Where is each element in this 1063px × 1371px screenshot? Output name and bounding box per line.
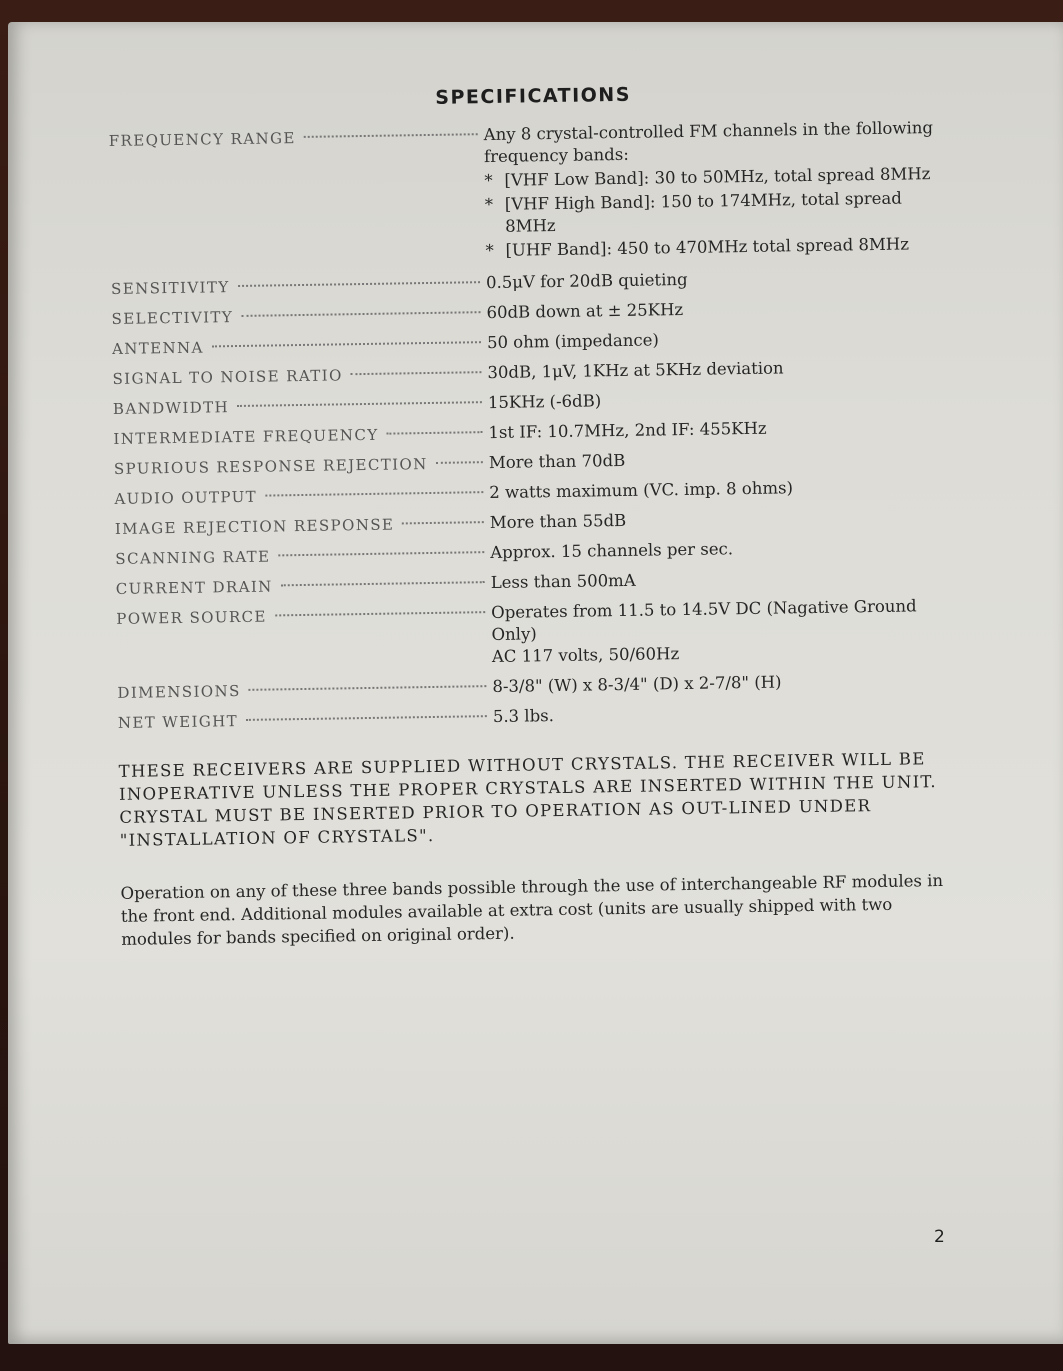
- crystal-warning-paragraph: THESE RECEIVERS ARE SUPPLIED WITHOUT CRYSTALS. THE RECEIVER WILL BE INOPERATIVE UNLESS THE PROPER CRYSTALS ARE INSERTED WITHIN THE UNIT. CRYSTAL MUST BE INSERTED PRIOR TO OPERATION AS OUT-LINED UNDER "INSTALLATION OF CRYSTALS".: [118, 749, 938, 850]
- dot-leader: [436, 461, 483, 464]
- spec-label-text: SCANNING RATE: [115, 547, 271, 568]
- dot-leader: [246, 715, 487, 721]
- list-item: [485, 233, 950, 262]
- spec-value-text: Any 8 crystal-controlled FM channels in the following frequency bands:: [483, 118, 934, 167]
- dot-leader: [281, 581, 485, 586]
- spec-row-signal-to-noise: [112, 355, 952, 390]
- dot-leader: [237, 401, 482, 407]
- spec-value: 60dB down at ± 25KHz: [486, 299, 684, 323]
- spec-row-selectivity: [111, 295, 951, 330]
- dot-leader: [212, 341, 481, 347]
- dot-leader: [351, 371, 482, 375]
- spec-label: [114, 452, 489, 480]
- band-text: [UHF Band]: 450 to 470MHz total spread 8MHz: [505, 234, 910, 260]
- dot-leader: [278, 551, 484, 556]
- spec-label-text: IMAGE REJECTION RESPONSE: [114, 515, 395, 538]
- spec-label: [115, 512, 490, 540]
- list-item: [485, 187, 951, 238]
- spec-label-text: SIGNAL TO NOISE RATIO: [112, 366, 343, 388]
- spec-row-spurious-response: [114, 445, 954, 480]
- spec-value: 5.3 lbs.: [492, 706, 555, 727]
- page-number: 2: [934, 1227, 945, 1247]
- spec-label: [109, 124, 484, 152]
- spec-label: [113, 422, 488, 450]
- spec-value: 30dB, 1μV, 1KHz at 5KHz deviation: [487, 358, 784, 383]
- page-title: SPECIFICATIONS: [435, 83, 632, 109]
- asterisk-bullet: *: [484, 194, 494, 215]
- spec-row-bandwidth: [113, 385, 953, 420]
- spec-row-image-rejection: [115, 505, 955, 540]
- spec-label-text: FREQUENCY RANGE: [108, 129, 296, 150]
- spec-row-net-weight: [118, 699, 958, 734]
- dot-leader: [387, 431, 483, 435]
- spec-label: [112, 332, 487, 360]
- dot-leader: [265, 491, 483, 496]
- spec-label-text: SPURIOUS RESPONSE REJECTION: [113, 455, 428, 478]
- document-page: [8, 22, 1063, 1344]
- spec-label: [114, 482, 489, 510]
- spec-label: [111, 272, 486, 300]
- spec-row-audio-output: [114, 475, 954, 510]
- band-text: [VHF High Band]: 150 to 174MHz, total spread 8MHz: [504, 188, 902, 236]
- spec-value: More than 70dB: [488, 450, 626, 473]
- spec-label: [117, 676, 492, 704]
- page-content: [108, 79, 962, 968]
- spec-label-text: AUDIO OUTPUT: [114, 487, 258, 508]
- spec-value: 50 ohm (impedance): [486, 330, 659, 353]
- spec-value: 2 watts maximum (VC. imp. 8 ohms): [489, 478, 794, 503]
- spec-value: 1st IF: 10.7MHz, 2nd IF: 455KHz: [488, 418, 767, 443]
- spec-label: [116, 602, 491, 630]
- spec-value: Approx. 15 channels per sec.: [490, 539, 734, 563]
- spec-value: 15KHz (-6dB): [487, 391, 602, 413]
- spec-label: [113, 392, 488, 420]
- rf-modules-note-paragraph: Operation on any of these three bands possible through the use of interchangeable RF modules in the front end. Additional modules available at extra cost (units are usually shipped with two modules for bands specified on original order).: [120, 870, 944, 949]
- spec-label: [116, 572, 491, 600]
- dot-leader: [238, 281, 480, 287]
- spec-row-power-source: [116, 595, 957, 674]
- spec-label-text: SENSITIVITY: [110, 278, 230, 298]
- dot-leader: [304, 133, 478, 138]
- dot-leader: [241, 311, 480, 317]
- spec-label-text: DIMENSIONS: [117, 681, 241, 702]
- spec-row-scanning-rate: [115, 535, 955, 570]
- spec-label: [118, 706, 493, 734]
- spec-label: [115, 542, 490, 570]
- spec-row-sensitivity: [111, 265, 951, 300]
- spec-label-text: NET WEIGHT: [117, 712, 239, 732]
- dot-leader: [275, 611, 485, 616]
- spec-row-dimensions: [117, 669, 957, 704]
- spec-value: 0.5μV for 20dB quieting: [485, 269, 688, 293]
- spec-label-text: INTERMEDIATE FREQUENCY: [113, 425, 379, 448]
- spec-row-frequency-range: [109, 117, 951, 270]
- specifications-list: [109, 117, 958, 734]
- dot-leader: [402, 521, 484, 524]
- spec-label: [111, 302, 486, 330]
- spec-value: 8-3/8" (W) x 8-3/4" (D) x 2-7/8" (H): [492, 672, 782, 697]
- spec-row-current-drain: [116, 565, 956, 600]
- spec-value: More than 55dB: [489, 510, 627, 533]
- spec-label-text: SELECTIVITY: [111, 308, 234, 328]
- dot-leader: [249, 685, 487, 691]
- spec-value: [491, 595, 957, 668]
- spec-label-text: ANTENNA: [111, 338, 204, 358]
- asterisk-bullet: *: [485, 240, 494, 261]
- spec-row-antenna: [112, 325, 952, 360]
- asterisk-bullet: *: [484, 170, 493, 191]
- spec-value-text-line2: AC 117 volts, 50/60Hz: [491, 644, 680, 667]
- spec-value: [484, 117, 951, 264]
- spec-value: Less than 500mA: [490, 570, 636, 593]
- spec-value-text: Operates from 11.5 to 14.5V DC (Nagative Ground Only): [491, 596, 917, 645]
- band-text: [VHF Low Band]: 30 to 50MHz, total spread 8MHz: [504, 164, 931, 190]
- spec-label-text: POWER SOURCE: [116, 607, 267, 628]
- spec-label-text: BANDWIDTH: [112, 398, 230, 418]
- spec-row-intermediate-frequency: [113, 415, 953, 450]
- spec-label-text: CURRENT DRAIN: [115, 577, 273, 598]
- spec-label: [112, 362, 487, 390]
- frequency-band-list: [484, 163, 950, 262]
